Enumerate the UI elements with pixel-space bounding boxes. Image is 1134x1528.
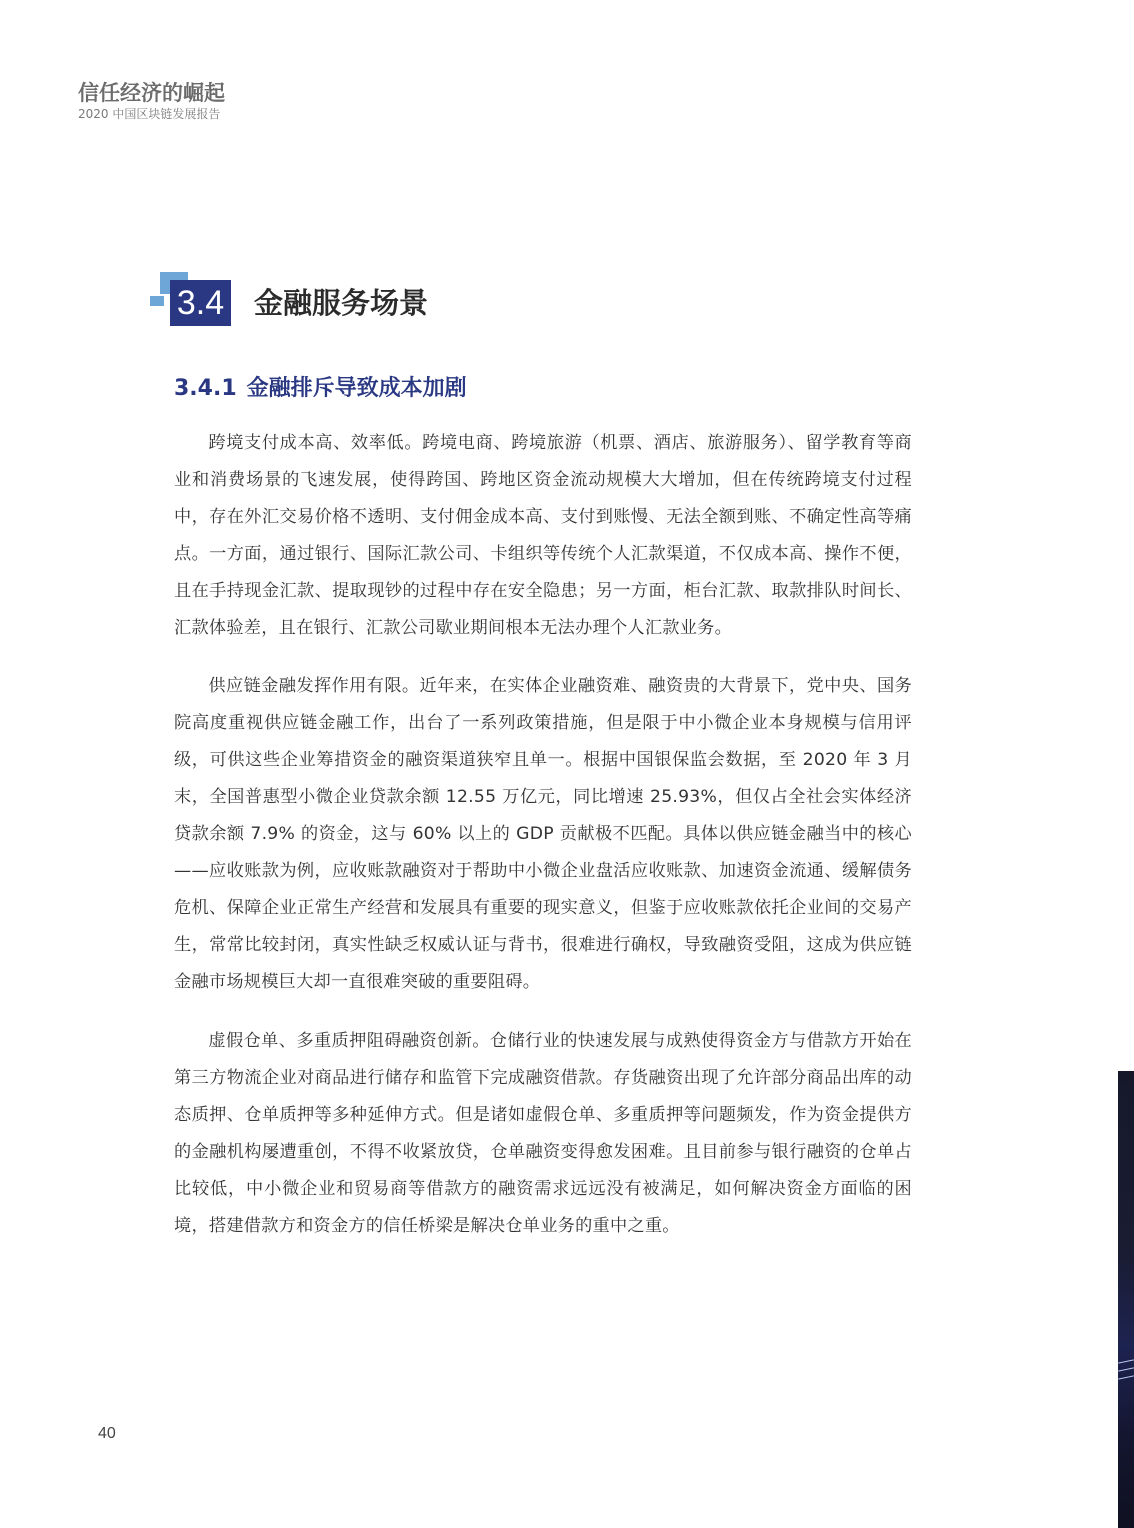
- section-decoration-small-square: [150, 296, 164, 306]
- body-paragraph-warehouse-receipts: [174, 1023, 912, 1245]
- paragraph-text: 供应链金融发挥作用有限。近年来，在实体企业融资难、融资贵的大背景下，党中央、国务院高度重视供应链金融工作，出台了一系列政策措施，但是限于中小微企业本身规模与信用评级，可供这些企业筹措资金的融资渠道狭窄且单一。根据中国银保监会数据，至 2020 年 3 月末，全国普惠型小微企业贷款余额 12.55 万亿元，同比增速 25.93%，但仅占全社会实体经济贷款余额 7.9% 的资金，这与 60% 以上的 GDP 贡献极不匹配。具体以供应链金融当中的核心——应收账款为例，应收账款融资对于帮助中小微企业盘活应收账款、加速资金流通、缓解债务危机、保障企业正常生产经营和发展具有重要的现实意义，但鉴于应收账款依托企业间的交易产生，常常比较封闭，真实性缺乏权威认证与背书，很难进行确权，导致融资受阻，这成为供应链金融市场规模巨大却一直很难突破的重要阻碍。: [174, 676, 912, 992]
- running-header: [78, 80, 225, 122]
- paragraph-text: 虚假仓单、多重质押阻碍融资创新。仓储行业的快速发展与成熟使得资金方与借款方开始在第三方物流企业对商品进行储存和监管下完成融资借款。存货融资出现了允许部分商品出库的动态质押、仓单质押等多种延伸方式。但是诸如虚假仓单、多重质押等问题频发，作为资金提供方的金融机构屡遭重创，不得不收紧放贷，仓单融资变得愈发困难。且目前参与银行融资的仓单占比较低，中小微企业和贸易商等借款方的融资需求远远没有被满足，如何解决资金方面临的困境，搭建借款方和资金方的信任桥梁是解决仓单业务的重中之重。: [174, 1031, 912, 1236]
- subsection-heading: [174, 374, 467, 404]
- report-subtitle: 2020 中国区块链发展报告: [78, 107, 221, 121]
- light-streak: [1118, 1359, 1134, 1363]
- paragraph-text: 跨境支付成本高、效率低。跨境电商、跨境旅游（机票、酒店、旅游服务）、留学教育等商业和消费场景的飞速发展，使得跨国、跨地区资金流动规模大大增加，但在传统跨境支付过程中，存在外汇交易价格不透明、支付佣金成本高、支付到账慢、无法全额到账、不确定性高等痛点。一方面，通过银行、国际汇款公司、卡组织等传统个人汇款渠道，不仅成本高、操作不便，且在手持现金汇款、提取现钞的过程中存在安全隐患；另一方面，柜台汇款、取款排队时间长、汇款体验差，且在银行、汇款公司歇业期间根本无法办理个人汇款业务。: [174, 433, 912, 638]
- section-title: 金融服务场景: [254, 286, 429, 320]
- section-heading: [150, 272, 650, 326]
- page-number: 40: [98, 1425, 116, 1442]
- section-number: 3.4: [170, 280, 231, 326]
- decorative-edge-image: [1118, 1071, 1134, 1528]
- subsection-number: 3.4.1: [174, 376, 237, 401]
- light-streak: [1118, 1375, 1134, 1379]
- body-paragraph-supply-chain-finance: [174, 668, 912, 1001]
- report-title: 信任经济的崛起: [78, 81, 225, 105]
- subsection-title: 金融排斥导致成本加剧: [246, 376, 467, 401]
- light-streak: [1118, 1367, 1134, 1371]
- body-paragraph-cross-border-payment: [174, 425, 912, 647]
